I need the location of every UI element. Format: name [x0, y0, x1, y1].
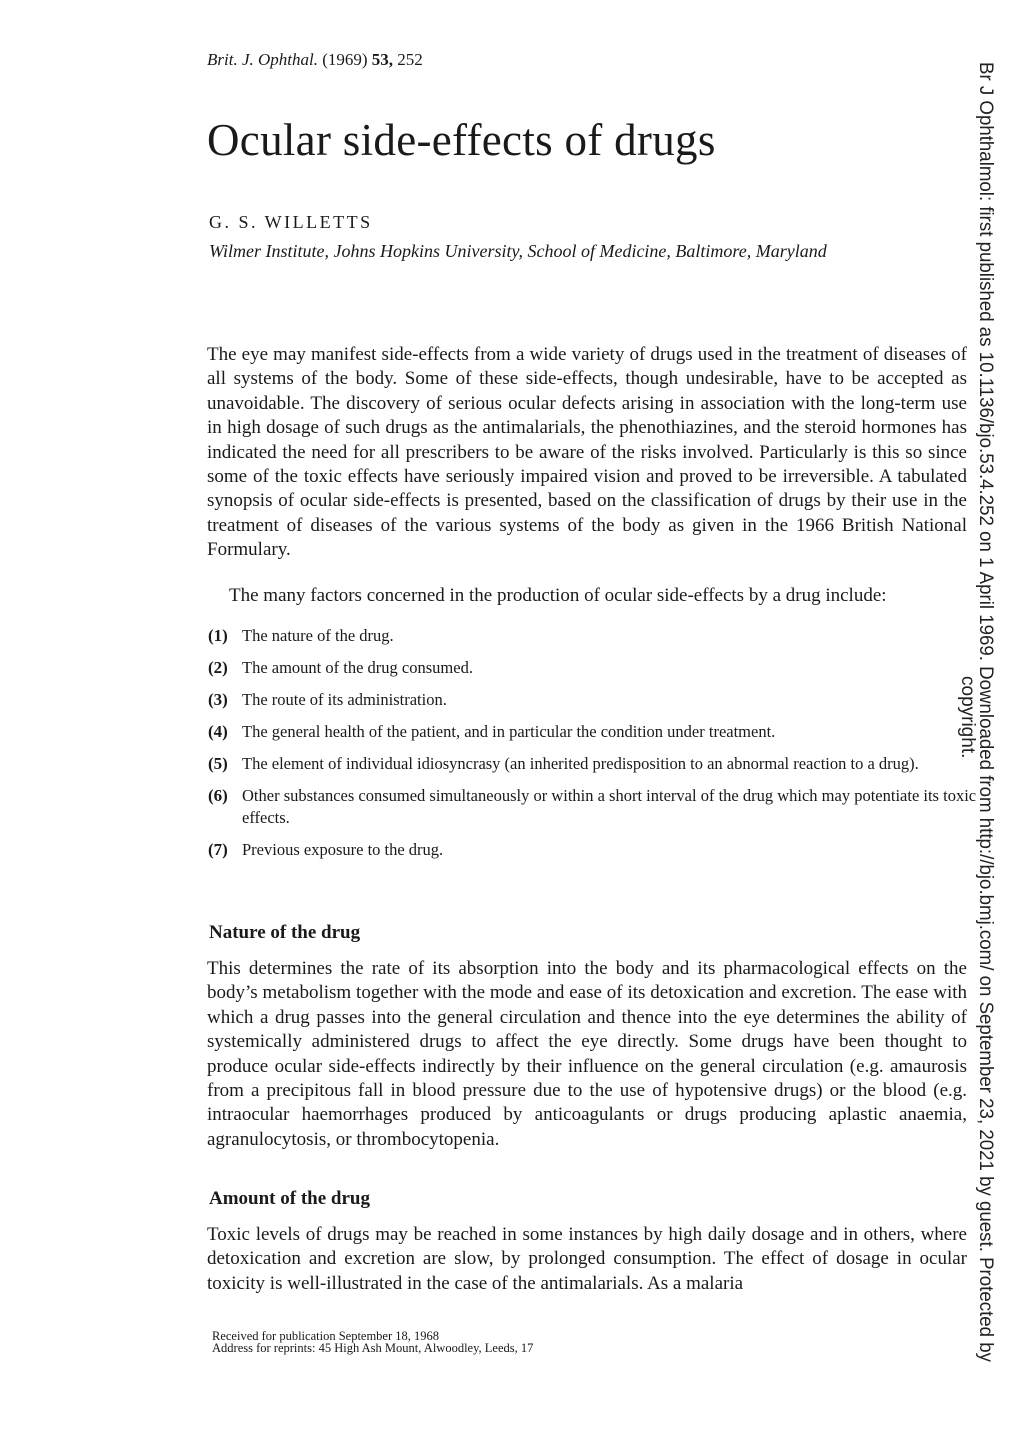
list-item-number: (1)	[208, 626, 228, 645]
list-item	[208, 785, 978, 829]
section-text-amount: Toxic levels of drugs may be reached in some instances by high daily dosage and in others, where detoxication and excretion are slow, by prolonged consumption. The effect of dosage in ocular toxicity is well-illustrated in the case of the antimalarials. As a malaria	[207, 1224, 967, 1294]
factors-intro: The many factors concerned in the production of ocular side-effects by a drug include:	[229, 585, 887, 606]
journal-year: (1969)	[322, 50, 368, 69]
journal-citation	[207, 50, 423, 70]
list-item	[208, 689, 978, 711]
reprint-address: Address for reprints: 45 High Ash Mount, Alwoodley, Leeds, 17	[212, 1340, 534, 1355]
article-title: Ocular side-effects of drugs	[207, 115, 716, 165]
intro-paragraph: The eye may manifest side-effects from a wide variety of drugs used in the treatment of diseases of all systems of the body. Some of these side-effects, though undesirable, have to be accepted as unavoidable. The discovery of serious ocular defects arising in association with the long-term use in high dosage of such drugs as the antimalarials, the phenothiazines, and the steroid hormones has indicated the need for all prescribers to be aware of the risks involved. Particularly is this so since some of the toxic effects have seriously impaired vision and proved to be irreversible. A tabulated synopsis of ocular side-effects is presented, based on the classification of drugs by their use in the treatment of diseases of the various systems of the body as given in the 1966 British National Formulary.	[207, 344, 967, 561]
journal-name: Brit. J. Ophthal.	[207, 50, 318, 69]
list-item-text: The nature of the drug.	[242, 626, 394, 645]
list-item-text: Other substances consumed simultaneously or within a short interval of the drug which may potentiate its toxic effects.	[242, 786, 977, 827]
download-stamp-line2: copyright.	[957, 676, 978, 759]
list-item	[208, 657, 978, 679]
section-heading-nature: Nature of the drug	[209, 922, 361, 943]
list-item-number: (5)	[208, 754, 228, 773]
download-stamp	[957, 58, 1015, 1384]
list-item-text: The general health of the patient, and in particular the condition under treatment.	[242, 722, 776, 741]
download-stamp-line1: Br J Ophthalmol: first published as 10.1136/bjo.53.4.252 on 1 April 1969. Downloaded from http://bjo.bmj.com/ on September 23, 2021 by guest. Protected by	[975, 62, 996, 1384]
section-text-nature: This determines the rate of its absorption into the body and its pharmacological effects on the body’s metabolism together with the mode and ease of its detoxication and excretion. The ease with which a drug passes into the general circulation and thence into the eye determines the ability of systemically administered drugs to affect the eye directly. Some drugs have been thought to produce ocular side-effects indirectly by their influence on the general circulation (e.g. amaurosis from a precipitous fall in blood pressure due to the use of hypotensive drugs) or the blood (e.g. intraocular haemorrhages produced by anticoagulants or drugs producing aplastic anaemia, agranulocytosis, or thrombocytopenia.	[207, 958, 967, 1150]
list-item-text: The amount of the drug consumed.	[242, 658, 473, 677]
footnote	[212, 1331, 533, 1354]
author-affiliation: Wilmer Institute, Johns Hopkins University, School of Medicine, Baltimore, Maryland	[209, 241, 827, 261]
factors-list	[208, 625, 978, 871]
received-date: Received for publication September 18, 1968	[212, 1329, 440, 1343]
list-item-number: (4)	[208, 722, 228, 741]
list-item-text: Previous exposure to the drug.	[242, 840, 444, 859]
journal-volume: 53,	[371, 50, 394, 69]
list-item-number: (2)	[208, 658, 228, 677]
list-item-number: (7)	[208, 840, 228, 859]
list-item-text: The element of individual idiosyncrasy (an inherited predisposition to an abnormal reaction to a drug).	[242, 754, 919, 773]
list-item-number: (3)	[208, 690, 228, 709]
journal-page: 252	[397, 50, 423, 69]
list-item-number: (6)	[208, 786, 228, 805]
list-item	[208, 625, 978, 647]
author-name: G. S. WILLETTS	[209, 212, 373, 232]
list-item-text: The route of its administration.	[242, 690, 447, 709]
list-item	[208, 753, 978, 775]
list-item	[208, 721, 978, 743]
list-item	[208, 839, 978, 861]
section-heading-amount: Amount of the drug	[209, 1188, 370, 1209]
